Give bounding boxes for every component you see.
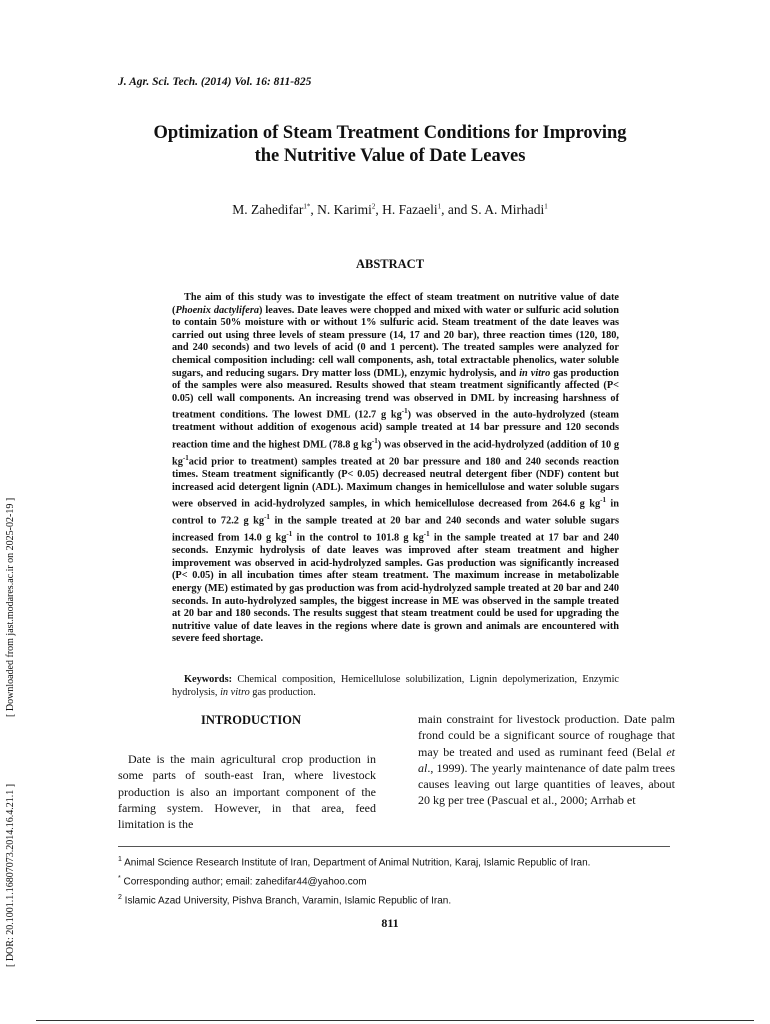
abstract-body: [172, 292, 619, 646]
footnote-corresponding-author: [118, 871, 678, 890]
author-name: N. Karimi: [317, 202, 372, 217]
footnote-text: Corresponding author; email: zahedifar44@yahoo.com: [120, 876, 367, 888]
abstract-paragraph: [172, 292, 619, 646]
abstract-in-vitro: in vitro: [519, 367, 551, 379]
abstract-text: ) was observed in the acid-hydrolyzed (addition of 10 g kg: [172, 439, 620, 468]
footnote-mark: 1: [118, 856, 122, 863]
abstract-text: ) was observed in the auto-hydrolyzed (steam treatment without addition of exogenous acid) sample treated at 14 bar pressure and 120 seconds reaction time and the highest DML (78.8 g kg: [172, 409, 619, 451]
abstract-text: ) leaves. Date leaves were chopped and mixed with water or sulfuric acid solution to contain 50% moisture with or without 1% sulfuric acid. Steam treatment of the date leaves was carried out using three levels of steam pressure (14, 17 and 20 bar), three reaction times (120, 180, and 240 seconds) and two levels of acid (0 and 1 percent). The treated samples were analyzed for chemical composition including: cell wall components, ash, total extractable phenolics, water soluble sugars, and reducing sugars. Dry matter loss (DML), enzymic hydrolysis, and: [172, 304, 619, 379]
author-name: H. Fazaeli: [382, 202, 438, 217]
paper-title-line-2: the Nutritive Value of Date Leaves: [254, 146, 526, 166]
abstract-text: The aim of this study was to investigate the effect of steam treatment on nutritive value of date (: [172, 292, 619, 316]
unit-exponent: -1: [401, 407, 408, 416]
introduction-heading: INTRODUCTION: [200, 713, 301, 727]
abstract-text: acid prior to treatment) samples treated at 20 bar pressure and 180 and 240 seconds reaction times. Steam treatment significantly (P< 0.05) decreased neutral detergent fiber (NDF) content but increased acid detergent lignin (ADL). Maximum changes in hemicellulose and water soluble sugars were observed in acid-hydrolyzed samples, in which hemicellulose decreased from 264.6 g kg: [172, 456, 619, 510]
footnotes: [118, 852, 678, 908]
doi-text: [ DOR: 20.1001.1.16807073.2014.16.4.21.1 ]: [5, 783, 16, 967]
bottom-divider: [36, 1020, 754, 1021]
keywords-text: gas production.: [249, 687, 316, 698]
introduction-right-column: [418, 711, 675, 809]
footnote-text: Animal Science Research Institute of Iran, Department of Animal Nutrition, Karaj, Islamic Republic of Iran.: [121, 857, 591, 869]
paper-title-line-1: Optimization of Steam Treatment Conditions for Improving: [153, 123, 627, 143]
unit-exponent: -1: [423, 530, 430, 539]
paper-title: [100, 122, 680, 168]
abstract-text: in the sample treated at 20 bar and 240 seconds and water soluble sugars increased from 14.0 g kg: [172, 515, 619, 544]
side-download-stamp: [5, 419, 23, 967]
unit-exponent: -1: [182, 453, 189, 462]
footnote-mark: *: [118, 874, 121, 882]
unit-exponent: -1: [286, 530, 293, 539]
footnote-affiliation-2: [118, 890, 678, 909]
unit-exponent: -1: [371, 436, 378, 445]
author-name: M. Zahedifar: [232, 202, 304, 217]
footnote-mark: 2: [118, 893, 122, 901]
author-affiliation-mark: 1: [544, 202, 548, 211]
author-affiliation-mark: 2: [371, 202, 376, 211]
abstract-text: in control to 72.2 g kg: [172, 498, 619, 527]
keywords: [172, 673, 619, 699]
abstract-text: in the sample treated at 17 bar and 240 seconds. Enzymic hydrolysis of date leaves was improved after steam treatment and higher improvement was observed in acid-hydrolyzed samples. Gas production was significantly increased (P< 0.05) in all incubation times after steam treatment. The maximum increase in metabolizable energy (ME) estimated by gas production was from acid-hydrolyzed sample treated at 20 bar and 240 seconds. In auto-hydrolyzed samples, the biggest increase in ME was observed in the sample treated at 20 bar and 180 seconds. The results suggest that steam treatment could be used for upgrading the nutritive value of date leaves in the regions where date is grown and animals are encountered with severe feed shortage.: [172, 532, 620, 645]
introduction-paragraph: [418, 711, 675, 809]
introduction-left-column: [118, 751, 376, 832]
introduction-text: main constraint for livestock production. Date palm frond could be a significant source of roughage that may be treated and used as ruminant feed (Belal: [418, 712, 675, 759]
author-list: M. Zahedifar$^{1*}$, N. Karimi$^2$, H. Fazaeli$^1$, and S. A. Mirhadi$^1$: [232, 202, 548, 217]
author-affiliation-mark: 1*: [303, 202, 311, 211]
author-name: and S. A. Mirhadi: [447, 202, 545, 217]
journal-citation: J. Agr. Sci. Tech. (2014) Vol. 16: 811-825: [118, 76, 312, 88]
abstract-text: gas production of the samples were also measured. Results showed that steam treatment significantly affected (P< 0.05) cell wall components. An increasing trend was observed in DML by increasing harshness of treatment conditions. The lowest DML (12.7 g kg: [172, 367, 620, 421]
unit-exponent: -1: [600, 496, 606, 505]
abstract-heading: ABSTRACT: [355, 257, 425, 271]
keywords-italic: in vitro: [220, 687, 250, 698]
introduction-text: ., 1999). The yearly maintenance of date palm trees causes leaving out large quantities of leaves, about 20 kg per tree (Pascual et al., 2000; Arrhab et: [418, 760, 675, 808]
footnote-divider: [118, 846, 670, 847]
citation-italic: et al: [418, 744, 675, 775]
introduction-paragraph: Date is the main agricultural crop production in some parts of south-east Iran, where livestock production is also an important component of the farming system. However, in that area, feed limitation is the: [118, 752, 376, 832]
keywords-text: Chemical composition, Hemicellulose solubilization, Lignin depolymerization, Enzymic hydrolysis,: [172, 674, 619, 698]
footnote-text: Islamic Azad University, Pishva Branch, Varamin, Islamic Republic of Iran.: [121, 894, 452, 906]
author-affiliation-mark: 1: [437, 202, 442, 211]
keywords-label: Keywords:: [184, 674, 233, 685]
page-number: 811: [381, 916, 399, 930]
unit-exponent: -1: [264, 513, 270, 522]
abstract-text: in the control to 101.8 g kg: [292, 532, 424, 544]
abstract-species-name: Phoenix dactylifera: [175, 304, 260, 316]
footnote-affiliation-1: [118, 852, 678, 871]
download-text: [ Downloaded from jast.modares.ac.ir on 2025-02-19 ]: [5, 497, 16, 717]
